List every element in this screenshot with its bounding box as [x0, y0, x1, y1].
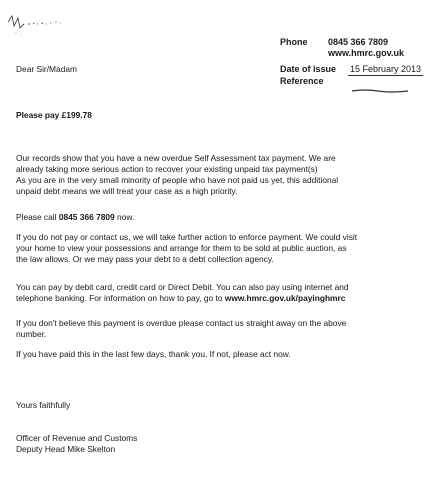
text-line: unpaid debt means we will treat your case as a high priority.	[16, 186, 238, 196]
text-line: your home to view your possessions and arrange for them to be sold at public auction, as	[16, 243, 347, 253]
text-line: telephone banking. For information on how to pay, go to	[16, 293, 225, 303]
reference-row	[280, 76, 423, 87]
date-value: 15 February 2013	[350, 64, 422, 74]
web-address: www.hmrc.gov.uk	[328, 48, 405, 58]
web-spacer	[280, 48, 328, 59]
paragraph-enforcement	[16, 232, 436, 265]
text-line: As you are in the very small minority of people who have not paid us yet, this additional	[16, 175, 339, 185]
phone-row	[280, 37, 404, 48]
date-row	[280, 64, 423, 76]
reference-label: Reference	[280, 76, 324, 86]
issue-block	[280, 64, 423, 87]
payment-info-link: www.hmrc.gov.uk/payinghmrc	[224, 293, 346, 303]
amount-due: Please pay £199.78	[16, 110, 92, 120]
closing: Yours faithfully	[16, 400, 71, 410]
signature-block	[16, 433, 137, 455]
text-line: the law allows. Or we may pass your debt to a debt collection agency.	[16, 254, 274, 264]
text-line: already taking more serious action to recover your existing unpaid tax payment(s)	[16, 164, 318, 174]
paragraph-already-paid: If you have paid this in the last few days, thank you. If not, please act now.	[16, 349, 291, 359]
web-row	[280, 48, 404, 59]
text-line: now.	[114, 212, 135, 222]
text-line: If you do not pay or contact us, we will take further action to enforce payment. We could visit	[16, 232, 358, 242]
date-label: Date of issue	[280, 64, 337, 74]
contact-block	[280, 37, 404, 59]
paragraph-overdue-notice	[16, 153, 436, 197]
paragraph-payment-methods	[16, 282, 436, 304]
signatory-title: Officer of Revenue and Customs	[16, 433, 138, 443]
text-line: number.	[16, 329, 47, 339]
paragraph-call-now	[16, 212, 436, 223]
text-line: Please call	[16, 212, 59, 222]
paragraph-dispute	[16, 318, 436, 340]
call-phone-number: 0845 366 7809	[58, 212, 115, 222]
reference-redaction-mark	[350, 88, 410, 94]
phone-label: Phone	[280, 37, 308, 47]
salutation: Dear Sir/Madam	[16, 64, 77, 74]
signatory-name: Deputy Head Mike Skelton	[16, 444, 116, 454]
phone-value: 0845 366 7809	[328, 37, 389, 47]
text-line: You can pay by debit card, credit card or Direct Debit. You can also pay using internet and	[16, 282, 349, 292]
text-line: If you don't believe this payment is overdue please contact us straight away on the above	[16, 318, 347, 328]
handwritten-mark	[6, 8, 66, 38]
text-line: Our records show that you have a new overdue Self Assessment tax payment. We are	[16, 153, 336, 163]
